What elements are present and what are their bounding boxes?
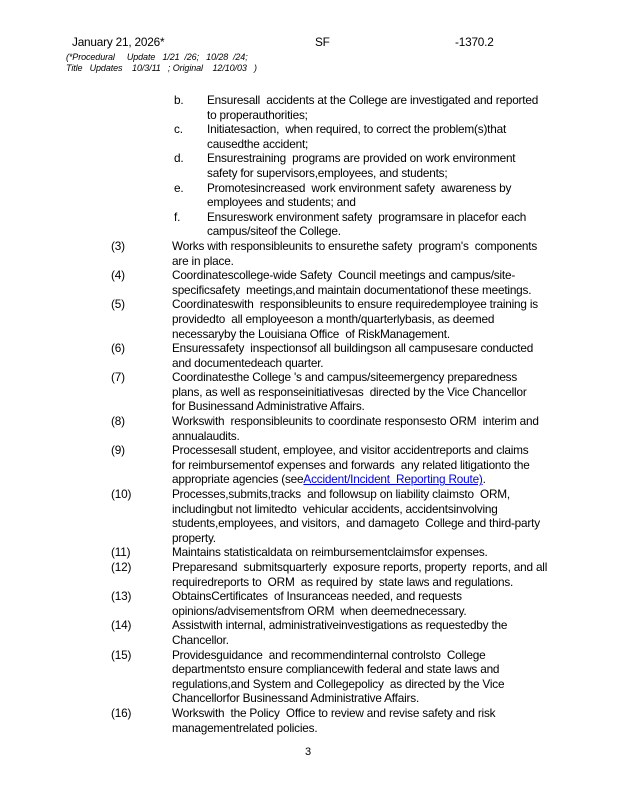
list-item-label: (12) xyxy=(111,560,132,574)
list-item-line: Chancellorfor Businessand Administrative Affairs. xyxy=(172,691,420,706)
list-item xyxy=(0,443,618,487)
list-item-lines xyxy=(172,487,618,545)
list-item-line: departmentsto ensure compliancewith federal and state laws and xyxy=(172,662,500,677)
header-code: SF xyxy=(315,35,330,49)
list-item-lines xyxy=(172,370,618,414)
list-item xyxy=(0,341,618,370)
list-item-line: for Businessand Administrative Affairs. xyxy=(172,399,365,414)
list-item-label: c. xyxy=(174,122,183,137)
list-item-lines xyxy=(172,560,618,589)
list-item-line: Processesall student, employee, and visitor accidentreports and claims xyxy=(172,443,529,458)
list-item xyxy=(0,414,618,443)
list-item-line: Chancellor. xyxy=(172,632,229,647)
list-item-lines xyxy=(172,239,618,268)
list-item-line: for reimbursementof expenses and forwards any related litigationto the xyxy=(172,457,530,472)
list-item xyxy=(0,648,618,706)
list-item-lines xyxy=(172,589,618,618)
list-item-label: d. xyxy=(174,151,184,166)
list-item-line: Assistwith internal, administrativeinvestigations as requestedby the xyxy=(172,618,508,633)
list-item-line: includingbut not limitedto vehicular accidents, accidentsinvolving xyxy=(172,501,498,516)
list-item-label: (15) xyxy=(111,647,132,662)
list-item xyxy=(0,589,618,618)
list-item-line: Coordinatesthe College 's and campus/siteemergency preparedness xyxy=(172,370,518,385)
list-item-label: (8) xyxy=(111,414,125,429)
list-item-line: managementrelated policies. xyxy=(172,720,318,735)
list-item xyxy=(0,487,618,545)
list-item xyxy=(0,618,618,647)
list-item-label: b. xyxy=(174,93,184,107)
list-item xyxy=(0,181,618,210)
list-item-line: Preparesand submitsquarterly exposure reports, property reports, and all xyxy=(172,560,548,574)
accident-incident-reporting-route-link[interactable]: Accident/Incident Reporting Route) xyxy=(303,472,483,487)
list-item-label: (16) xyxy=(111,705,132,720)
list-item-line: employees and students; and xyxy=(207,195,356,210)
list-item-lines xyxy=(172,341,618,370)
list-item-line: causedthe accident; xyxy=(207,136,309,151)
document-body xyxy=(0,93,618,735)
list-item xyxy=(0,210,618,239)
list-item-line: Workswith responsibleunits to coordinate responsesto ORM interim and xyxy=(172,414,539,429)
list-item-line: Ensureswork environment safety programsare in placefor each xyxy=(207,209,527,224)
list-item-line: campus/siteof the College. xyxy=(207,224,341,239)
header-date: January 21, 2026* xyxy=(72,35,165,49)
list-item-label: (13) xyxy=(111,589,132,604)
list-item-line: Maintains statisticaldata on reimbursementclaimsfor expenses. xyxy=(172,545,488,560)
list-item xyxy=(0,297,618,341)
list-item-line: property. xyxy=(172,530,216,545)
list-item-line: and documentedeach quarter. xyxy=(172,355,324,370)
list-item-label: (6) xyxy=(111,341,125,356)
list-item-lines xyxy=(207,151,618,180)
list-item xyxy=(0,151,618,180)
list-item-lines xyxy=(172,297,618,341)
list-item-lines xyxy=(207,122,618,151)
revision-note-line1: (*Procedural Update 1/21 /26; 10/28 /24; xyxy=(66,52,248,62)
header-policy-number: -1370.2 xyxy=(455,35,494,49)
list-item-line: Ensurestraining programs are provided on work environment xyxy=(207,151,516,166)
list-item-lines xyxy=(172,648,618,706)
list-item xyxy=(0,560,618,589)
list-item-line: Ensuressafety inspectionsof all buildingson all campusesare conducted xyxy=(172,341,534,356)
list-item-line: Initiatesaction, when required, to correct the problem(s)that xyxy=(207,122,507,137)
list-item-line: are in place. xyxy=(172,253,234,268)
page-number: 3 xyxy=(305,746,312,758)
list-item-lines xyxy=(172,443,618,487)
list-item-line: Processes,submits,tracks and followsup on liability claimsto ORM, xyxy=(172,487,511,502)
list-item-line-text: appropriate agencies (see xyxy=(172,472,304,487)
list-item-line: regulations,and System and Collegepolicy as directed by the Vice xyxy=(172,676,505,691)
list-item xyxy=(0,239,618,268)
list-item-line: Providesguidance and recommendinternal controlsto College xyxy=(172,647,486,662)
list-item-line: necessaryby the Louisiana Office of RiskManagement. xyxy=(172,326,450,341)
list-item xyxy=(0,370,618,414)
list-item-line-text: . xyxy=(482,472,486,487)
list-item-line: specificsafety meetings,and maintain documentationof these meetings. xyxy=(172,282,532,297)
list-item-line: Coordinatescollege-wide Safety Council meetings and campus/site- xyxy=(172,268,516,283)
list-item-line: Works with responsibleunits to ensurethe safety program's components xyxy=(172,238,538,253)
list-item-label: (4) xyxy=(111,268,125,283)
list-item-label: (7) xyxy=(111,370,125,385)
list-item-label: (9) xyxy=(111,443,125,458)
list-item-line: ObtainsCertificates of Insuranceas needed, and requests xyxy=(172,589,462,604)
list-item-label: f. xyxy=(174,209,181,224)
list-item-lines xyxy=(172,618,618,647)
list-item-line: plans, as well as responseinitiativesas directed by the Vice Chancellor xyxy=(172,384,527,399)
list-item xyxy=(0,93,618,122)
list-item-lines xyxy=(172,268,618,297)
list-item xyxy=(0,268,618,297)
list-item-line: providedto all employeeson a month/quarterlybasis, as deemed xyxy=(172,311,495,326)
list-item-line: opinions/advisementsfrom ORM when deemednecessary. xyxy=(172,603,467,618)
list-item-lines xyxy=(172,545,618,560)
list-item-lines xyxy=(172,706,618,735)
list-item xyxy=(0,545,618,560)
list-item-line: Workswith the Policy Office to review and revise safety and risk xyxy=(172,705,496,720)
list-item-label: e. xyxy=(174,180,184,195)
list-item-line: Promotesincreased work environment safety awareness by xyxy=(207,180,512,195)
list-item-line: students,employees, and visitors, and damageto College and third-party xyxy=(172,516,540,531)
list-item-label: (11) xyxy=(111,545,131,560)
list-item-lines xyxy=(207,181,618,210)
list-item xyxy=(0,706,618,735)
list-item-line: annualaudits. xyxy=(172,428,240,443)
list-item-label: (5) xyxy=(111,297,125,312)
list-item xyxy=(0,122,618,151)
list-item-line xyxy=(172,472,618,487)
list-item-line: Coordinateswith responsibleunits to ensure requiredemployee training is xyxy=(172,297,538,312)
list-item-lines xyxy=(172,414,618,443)
list-item-label: (10) xyxy=(111,487,132,502)
list-item-line: Ensuresall accidents at the College are investigated and reported xyxy=(207,93,539,107)
list-item-line: requiredreports to ORM as required by state laws and regulations. xyxy=(172,574,514,589)
list-item-line: safety for supervisors,employees, and students; xyxy=(207,165,448,180)
list-item-lines xyxy=(207,210,618,239)
list-item-label: (14) xyxy=(111,618,132,633)
list-item-label: (3) xyxy=(111,238,125,253)
list-item-lines xyxy=(207,93,618,122)
revision-note-line2: Title Updates 10/3/11 ; Original 12/10/03 ) xyxy=(66,63,257,73)
list-item-line: to properauthorities; xyxy=(207,107,308,122)
